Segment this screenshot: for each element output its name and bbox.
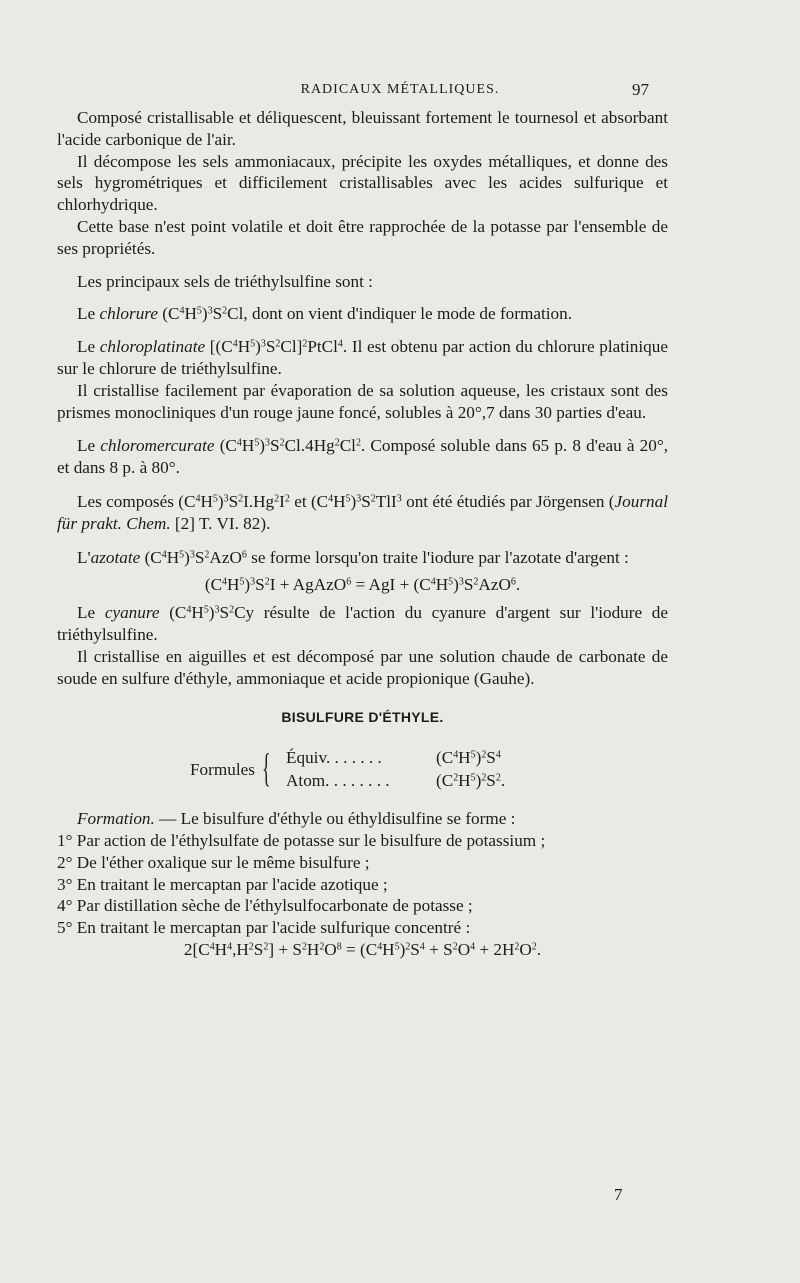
term-azotate: azotate (90, 547, 141, 567)
term-chloromercurate: chloromercurate (100, 436, 215, 456)
list-item: 4° Par distillation sèche de l'éthylsulfocarbonate de potasse ; (57, 896, 473, 916)
paragraph-iodides: Les composés $(C^4H^5)^3S^2I.Hg^2I^2$ et $(C^4H^5)^3S^2TlI^3$ ont été étudiés par Jörgensen (Journal für prakt. Chem. [2] T. VI. 82). (57, 491, 669, 533)
page-header (0, 80, 800, 104)
list-item: 1° Par action de l'éthylsulfate de potasse sur le bisulfure de potassium ; (57, 830, 546, 850)
term-cyanure: cyanure (104, 603, 160, 623)
term-chlorure: chlorure (99, 304, 158, 324)
list-item: 2° De l'éther oxalique sur le même bisulfure ; (57, 852, 370, 872)
formulas-label: Formules (190, 760, 255, 780)
paragraph-chlorure: Le chlorure $(C^4H^5)^3S^2Cl$, dont on vient d'indiquer le mode de formation. (77, 304, 573, 324)
running-title: RADICAUX MÉTALLIQUES. (300, 82, 500, 97)
page-content (57, 107, 668, 961)
formulas-block (190, 743, 610, 797)
signature-mark: 7 (614, 1185, 623, 1204)
term-formation: Formation. (77, 809, 155, 829)
paragraph: Il cristallise en aiguilles et est décomposé par une solution chaude de carbonate de soude en sulfure d'éthyle, ammoniaque et acide propionique (Gauhe). (57, 646, 668, 688)
list-item: 5° En traitant le mercaptan par l'acide sulfurique concentré : (57, 918, 471, 938)
formula-atom: Atom. . . . . . . . $(C^2H^5)^2S^2$. (286, 771, 506, 791)
paragraph-cyanure: Le cyanure $(C^4H^5)^3S^2Cy$ résulte de l'action du cyanure d'argent sur l'iodure de triéthylsulfine. (57, 603, 668, 644)
paragraph: Cette base n'est point volatile et doit être rapprochée de la potasse par l'ensemble de ses propriétés. (57, 216, 668, 258)
paragraph-chloromercurate: Le chloromercurate $(C^4H^5)^3S^2Cl.4Hg^2Cl^2$. Composé soluble dans 65 p. 8 d'eau à 20°, et dans 8 p. à 80°. (57, 436, 668, 478)
journal-citation: Journal für prakt. Chem. (57, 491, 669, 533)
equation-azotate: $(C^4H^5)^3S^2I$ + AgAzO$^6$ = AgI + $(C^4H^5)^3S^2AzO^6$. (204, 575, 521, 595)
term-chloroplatinate: chloroplatinate (99, 337, 206, 357)
equation-formation: $2[C^4H^4,H^2S^2] + S^2H^2O^8 = (C^4H^5)^2S^4 + S^2O^4 + 2H^2O^2$. (183, 939, 542, 959)
page-number: 97 (632, 80, 649, 99)
formation-list (57, 830, 668, 939)
paragraph: Il décompose les sels ammoniacaux, précipite les oxydes métalliques, et donne des sels hygrométriques et difficilement cristallisables avec les acides sulfurique et chlorhydrique. (57, 151, 668, 215)
paragraph: Composé cristallisable et déliquescent, bleuissant fortement le tournesol et absorbant l'acide carbonique de l'air. (57, 108, 668, 149)
formula-equiv: Équiv. . . . . . . $(C^4H^5)^2S^4$ (286, 748, 501, 768)
brace: { (262, 745, 271, 791)
section-heading: BISULFURE D'ÉTHYLE. (281, 709, 444, 726)
paragraph-chloroplatinate: Le chloroplatinate $[(C^4H^5)^3S^2Cl]^2PtCl^4$. Il est obtenu par action du chlorure platinique sur le chlorure de triéthylsulfine. (57, 337, 668, 378)
paragraph-azotate: L'azotate $(C^4H^5)^3S^2AzO^6$ se forme lorsqu'on traite l'iodure par l'azotate d'argent : (77, 547, 629, 567)
list-item: 3° En traitant le mercaptan par l'acide azotique ; (57, 874, 388, 894)
paragraph: Les principaux sels de triéthylsulfine sont : (77, 271, 373, 291)
paragraph: Il cristallise facilement par évaporation de sa solution aqueuse, les cristaux sont des prismes monocliniques d'un rouge jaune foncé, solubles à 20°,7 dans 30 parties d'eau. (57, 380, 668, 422)
paragraph-formation: Formation. — Le bisulfure d'éthyle ou éthyldisulfine se forme : (77, 809, 516, 829)
